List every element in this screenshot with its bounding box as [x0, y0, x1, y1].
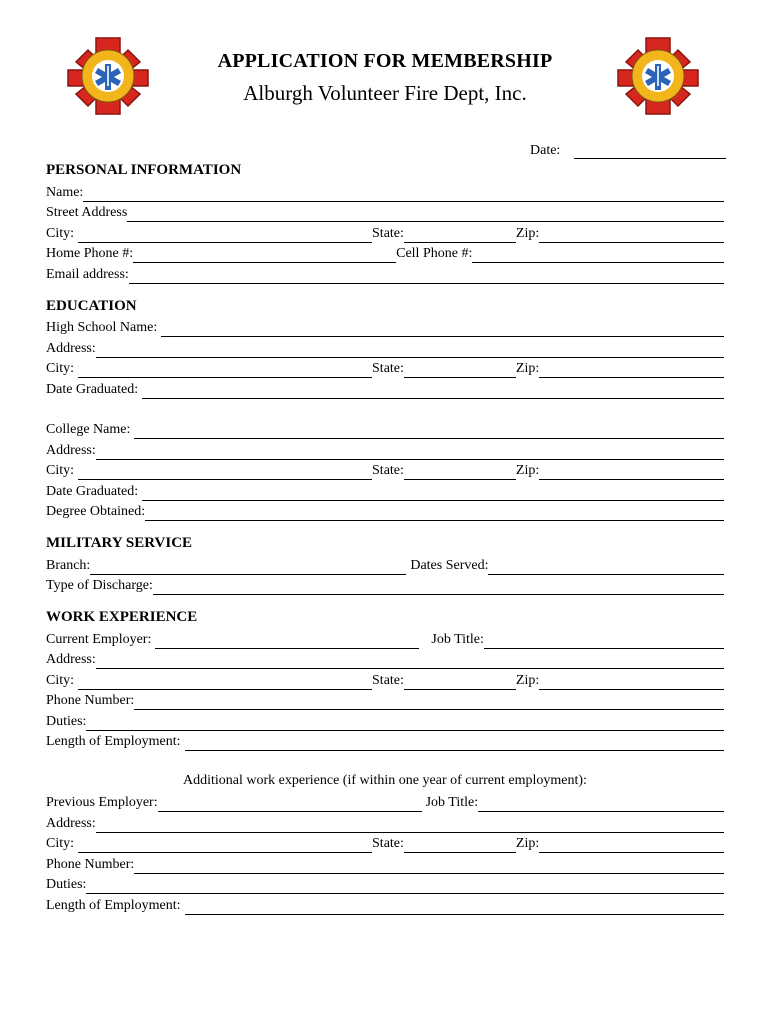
phone-line[interactable] — [134, 695, 724, 710]
field-label: State: — [372, 672, 404, 688]
date-graduated-line[interactable] — [142, 486, 724, 501]
field-label: Phone Number: — [46, 693, 135, 708]
duties-field[interactable] — [46, 710, 724, 731]
field-label: Duties: — [46, 713, 87, 729]
discharge-line[interactable] — [153, 580, 724, 595]
field-label: Zip: — [515, 836, 540, 851]
previous-employer-line[interactable] — [158, 797, 422, 812]
length-line[interactable] — [185, 900, 724, 915]
field-label: City: — [46, 361, 75, 376]
field-label: Zip: — [515, 672, 540, 688]
job-title-line[interactable] — [478, 797, 724, 812]
phone-line[interactable] — [134, 859, 724, 874]
field-label: Job Title: — [425, 795, 479, 810]
city-state-zip-row — [46, 669, 724, 690]
home-phone-line[interactable] — [133, 248, 396, 263]
section-heading: EDUCATION — [46, 297, 137, 314]
high-school-address-field[interactable] — [46, 337, 724, 358]
name-line[interactable] — [83, 187, 724, 202]
organization-name: Alburgh Volunteer Fire Dept, Inc. — [243, 81, 527, 105]
name-field[interactable] — [46, 181, 724, 202]
cell-phone-line[interactable] — [472, 248, 724, 263]
field-label: City: — [46, 225, 75, 241]
field-label: Street Address — [46, 205, 128, 220]
state-line[interactable] — [404, 363, 516, 378]
field-label: Job Title: — [431, 631, 484, 647]
field-label: Type of Discharge: — [46, 578, 153, 593]
field-label: Address: — [46, 815, 96, 831]
state-line[interactable] — [404, 228, 516, 243]
high-school-field[interactable] — [46, 317, 724, 338]
field-label: City: — [46, 672, 75, 688]
fire-rescue-logo-icon — [616, 36, 700, 116]
field-label: Previous Employer: — [46, 795, 158, 810]
date-graduated-line[interactable] — [142, 384, 724, 399]
city-line[interactable] — [78, 465, 372, 480]
college-address-field[interactable] — [46, 439, 724, 460]
field-label: Home Phone #: — [46, 246, 134, 261]
date-graduated-field[interactable] — [46, 378, 724, 399]
date-field[interactable] — [530, 141, 726, 159]
length-of-employment-field[interactable] — [46, 894, 724, 915]
dates-served-line[interactable] — [488, 560, 724, 575]
phone-number-field[interactable] — [46, 690, 724, 711]
branch-dates-row — [46, 554, 724, 575]
current-employer-line[interactable] — [155, 634, 419, 649]
length-of-employment-field[interactable] — [46, 731, 724, 752]
street-address-line[interactable] — [127, 207, 724, 222]
address-line[interactable] — [96, 818, 724, 833]
state-line[interactable] — [404, 675, 516, 690]
state-line[interactable] — [404, 465, 516, 480]
education-section — [46, 296, 724, 522]
date-graduated-field[interactable] — [46, 480, 724, 501]
additional-experience-note: Additional work experience (if within one year of current employment): — [183, 773, 587, 788]
field-label: Length of Employment: — [46, 734, 181, 749]
address-line[interactable] — [96, 654, 724, 669]
personal-information-section — [46, 160, 724, 284]
field-label: Address: — [46, 340, 96, 356]
field-label: Length of Employment: — [46, 897, 181, 913]
work-address-field[interactable] — [46, 649, 724, 670]
college-name-field[interactable] — [46, 419, 724, 440]
field-label: Dates Served: — [410, 557, 489, 573]
duties-line[interactable] — [86, 716, 724, 731]
field-label: State: — [372, 361, 404, 376]
zip-line[interactable] — [539, 228, 724, 243]
form-title: APPLICATION FOR MEMBERSHIP — [217, 50, 553, 72]
field-label: Zip: — [515, 225, 540, 241]
field-label: Email address: — [46, 266, 129, 282]
field-label: Address: — [46, 442, 96, 458]
field-label: State: — [372, 463, 404, 478]
state-line[interactable] — [404, 838, 516, 853]
field-label: High School Name: — [46, 320, 158, 335]
zip-line[interactable] — [539, 675, 724, 690]
city-line[interactable] — [78, 228, 372, 243]
college-name-line[interactable] — [134, 424, 724, 439]
field-label: City: — [46, 463, 75, 478]
email-field[interactable] — [46, 263, 724, 284]
city-line[interactable] — [78, 363, 372, 378]
previous-address-field[interactable] — [46, 812, 724, 833]
field-label: State: — [372, 225, 404, 241]
duties-line[interactable] — [86, 879, 724, 894]
high-school-line[interactable] — [161, 322, 724, 337]
job-title-line[interactable] — [484, 634, 724, 649]
city-state-zip-row — [46, 358, 724, 379]
zip-line[interactable] — [539, 838, 724, 853]
fire-rescue-logo-icon — [66, 36, 150, 116]
date-line[interactable] — [574, 145, 726, 159]
email-line[interactable] — [129, 269, 724, 284]
field-label: Phone Number: — [46, 856, 135, 872]
field-label: Name: — [46, 184, 84, 200]
field-label: Zip: — [515, 463, 540, 478]
city-state-zip-row — [46, 222, 724, 243]
street-address-field[interactable] — [46, 202, 724, 223]
field-label: College Name: — [46, 422, 131, 437]
phone-row — [46, 243, 724, 264]
work-experience-section — [46, 607, 724, 915]
address-line[interactable] — [96, 445, 724, 460]
degree-obtained-field[interactable] — [46, 501, 724, 522]
employer-title-row — [46, 628, 724, 649]
field-label: Duties: — [46, 877, 87, 892]
city-line[interactable] — [78, 675, 372, 690]
field-label: Date Graduated: — [46, 381, 139, 397]
field-label: Degree Obtained: — [46, 504, 146, 519]
phone-number-field[interactable] — [46, 853, 724, 874]
branch-line[interactable] — [90, 560, 406, 575]
field-label: Date Graduated: — [46, 483, 139, 499]
city-state-zip-row — [46, 833, 724, 854]
field-label: Current Employer: — [46, 631, 152, 647]
zip-line[interactable] — [539, 363, 724, 378]
zip-line[interactable] — [539, 465, 724, 480]
discharge-field[interactable] — [46, 575, 724, 596]
degree-line[interactable] — [145, 506, 724, 521]
field-label: Address: — [46, 652, 96, 667]
section-heading: MILITARY SERVICE — [46, 535, 193, 551]
section-heading: WORK EXPERIENCE — [46, 609, 198, 625]
field-label: Zip: — [515, 361, 540, 376]
military-service-section — [46, 533, 724, 595]
field-label: Cell Phone #: — [396, 246, 473, 261]
city-state-zip-row — [46, 460, 724, 481]
duties-field[interactable] — [46, 874, 724, 895]
field-label: State: — [372, 836, 404, 851]
section-heading: PERSONAL INFORMATION — [46, 162, 242, 178]
length-line[interactable] — [185, 736, 724, 751]
field-label: City: — [46, 836, 75, 851]
city-line[interactable] — [78, 838, 372, 853]
previous-employer-row — [46, 792, 724, 813]
field-label: Branch: — [46, 557, 91, 573]
address-line[interactable] — [96, 343, 724, 358]
date-label: Date: — [530, 143, 561, 158]
